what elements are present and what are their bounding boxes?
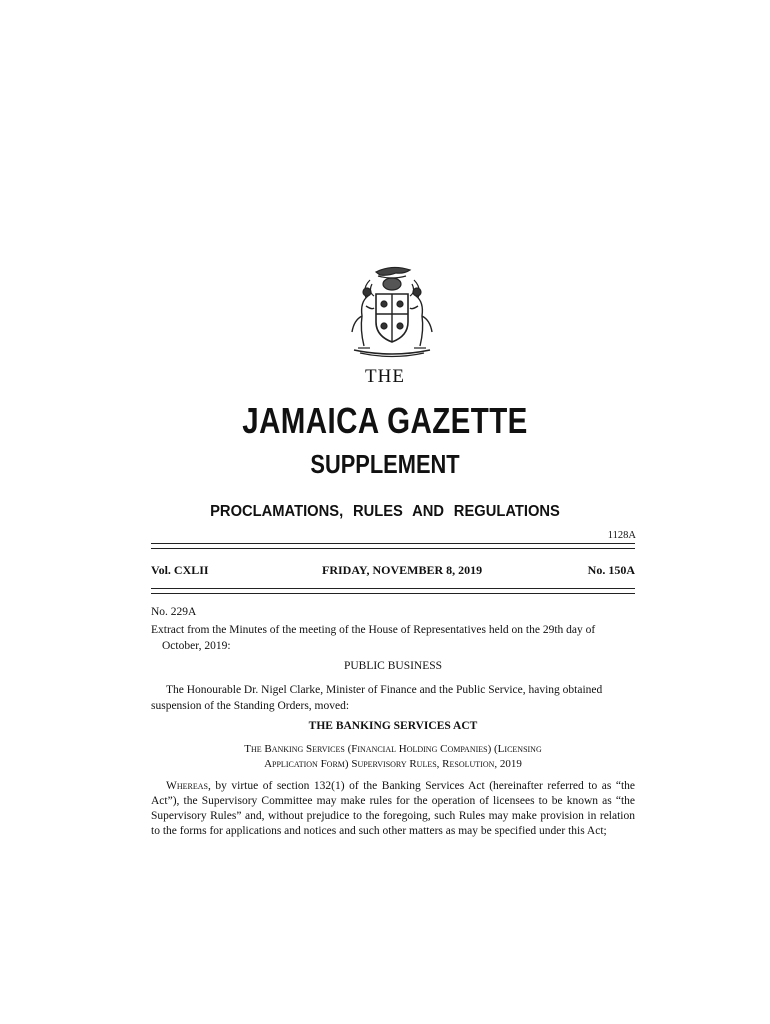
- masthead-section-title: PROCLAMATIONS, RULES AND REGULATIONS: [210, 503, 560, 520]
- rule-divider: [151, 543, 635, 544]
- rule-divider: [151, 593, 635, 594]
- rules-title: [151, 742, 635, 772]
- rule-divider: [151, 548, 635, 549]
- issue-number: No. 150A: [587, 563, 635, 577]
- issue-volume: Vol. CXLII: [151, 563, 209, 577]
- minutes-extract: Extract from the Minutes of the meeting of the House of Representatives held on the 29th day of October, 2019:: [151, 624, 596, 652]
- masthead-title: JAMAICA GAZETTE: [242, 400, 528, 441]
- rules-title-line: The Banking Services (Financial Holding Companies) (Licensing: [244, 743, 542, 755]
- whereas-lead: Whereas: [166, 780, 208, 792]
- rule-divider: [151, 588, 635, 589]
- notice-number: No. 229A: [151, 606, 197, 618]
- act-title: THE BANKING SERVICES ACT: [308, 720, 478, 732]
- masthead-the: THE: [365, 366, 405, 387]
- motion-paragraph: The Honourable Dr. Nigel Clarke, Minister of Finance and the Public Service, having obtained suspension of the Standing Orders, moved:: [151, 684, 603, 712]
- page-number: 1128A: [607, 530, 636, 541]
- whereas-text: , by virtue of section 132(1) of the Banking Services Act (hereinafter referred to as “the Act”), the Supervisory Committee may make rules for the operation of licensees to be known as “the Supervisory Rules” and, without prejudice to the foregoing, such Rules may make provision in relation to the forms for applications and notices and such other matters as may be specified under this Act;: [151, 780, 635, 837]
- masthead-subtitle: SUPPLEMENT: [310, 449, 460, 479]
- whereas-paragraph: [151, 779, 635, 839]
- issue-date: FRIDAY, NOVEMBER 8, 2019: [322, 563, 483, 577]
- jamaica-coat-of-arms-icon: [340, 262, 444, 358]
- rules-title-line: Application Form) Supervisory Rules, Resolution, 2019: [264, 758, 522, 770]
- section-heading: PUBLIC BUSINESS: [343, 660, 443, 672]
